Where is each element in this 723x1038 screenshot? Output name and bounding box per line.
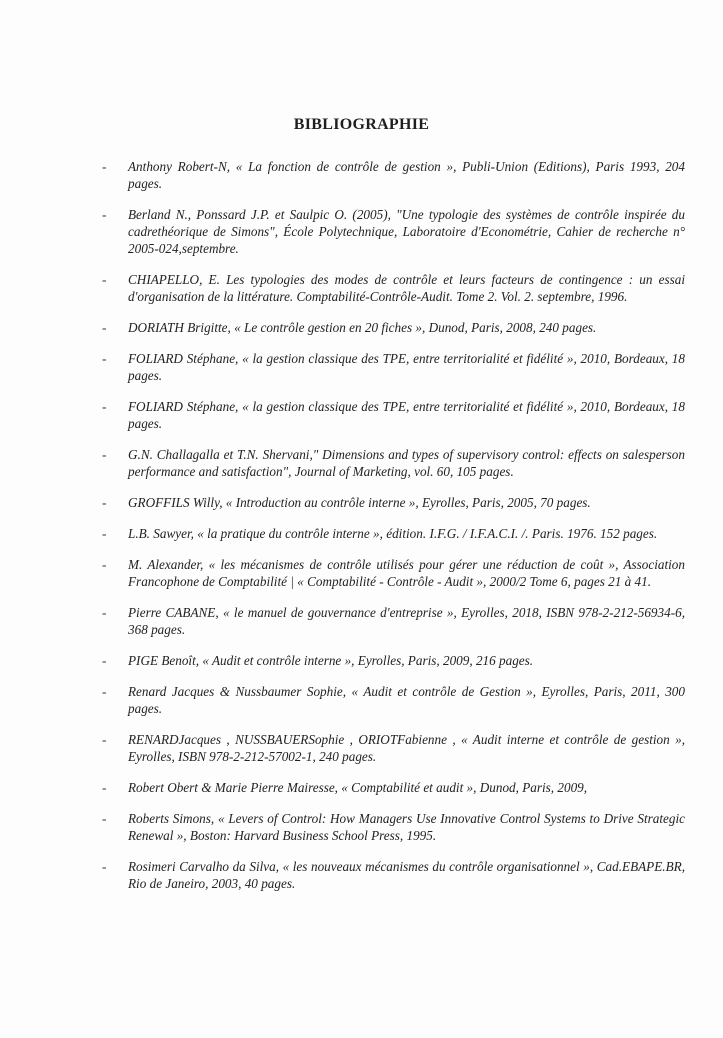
entry-text: Roberts Simons, « Levers of Control: How Managers Use Innovative Control Systems to Drive Strategic Renewal », Boston: Harvard Business School Press, 1995. (128, 811, 685, 843)
bibliography-entry (0, 206, 723, 257)
entry-text: RENARDJacques , NUSSBAUERSophie , ORIOTFabienne , « Audit interne et contrôle de gestion », Eyrolles, ISBN 978-2-212-57002-1, 240 pages. (128, 732, 685, 764)
bullet-dash: - (102, 272, 107, 287)
bibliography-entry (0, 350, 723, 384)
bibliography-entry (0, 271, 723, 305)
bullet-dash: - (102, 557, 107, 572)
bullet-dash: - (102, 526, 107, 541)
bullet-dash: - (102, 320, 107, 335)
bullet-dash: - (102, 351, 107, 366)
bibliography-entry (0, 525, 723, 542)
entry-text: FOLIARD Stéphane, « la gestion classique des TPE, entre territorialité et fidélité », 2010, Bordeaux, 18 pages. (128, 399, 685, 431)
entry-text: Anthony Robert-N, « La fonction de contrôle de gestion », Publi-Union (Editions), Paris 1993, 204 pages. (128, 159, 685, 191)
bullet-dash: - (102, 447, 107, 462)
bibliography-entry (0, 779, 723, 796)
bibliography-entry (0, 604, 723, 638)
bibliography-entry (0, 398, 723, 432)
bullet-dash: - (102, 207, 107, 222)
bibliography-entry (0, 858, 723, 892)
bibliography-entry (0, 683, 723, 717)
entry-text: M. Alexander, « les mécanismes de contrôle utilisés pour gérer une réduction de coût », Association Francophone de Comptabilité | « Comptabilité - Contrôle - Audit », 2000/2 Tome 6, pages 21 à 41. (128, 557, 685, 589)
entry-text: Pierre CABANE, « le manuel de gouvernance d'entreprise », Eyrolles, 2018, ISBN 978-2-212-56934-6, 368 pages. (128, 605, 685, 637)
bullet-dash: - (102, 732, 107, 747)
entry-text: CHIAPELLO, E. Les typologies des modes de contrôle et leurs facteurs de contingence : un essai d'organisation de la littérature. Comptabilité-Contrôle-Audit. Tome 2. Vol. 2. septembre, 1996. (128, 272, 685, 304)
page-title: BIBLIOGRAPHIE (293, 116, 430, 133)
bullet-dash: - (102, 399, 107, 414)
entry-text: Robert Obert & Marie Pierre Mairesse, « Comptabilité et audit », Dunod, Paris, 2009, (128, 780, 588, 795)
bullet-dash: - (102, 495, 107, 510)
entry-text: L.B. Sawyer, « la pratique du contrôle interne », édition. I.F.G. / I.F.A.C.I. /. Paris. 1976. 152 pages. (128, 526, 658, 541)
bibliography-list (0, 158, 723, 906)
bullet-dash: - (102, 684, 107, 699)
entry-text: FOLIARD Stéphane, « la gestion classique des TPE, entre territorialité et fidélité », 2010, Bordeaux, 18 pages. (128, 351, 685, 383)
entry-text: GROFFILS Willy, « Introduction au contrôle interne », Eyrolles, Paris, 2005, 70 pages. (128, 495, 591, 510)
entry-text: Renard Jacques & Nussbaumer Sophie, « Audit et contrôle de Gestion », Eyrolles, Paris, 2011, 300 pages. (128, 684, 685, 716)
bibliography-entry (0, 652, 723, 669)
bullet-dash: - (102, 605, 107, 620)
bibliography-entry (0, 158, 723, 192)
bullet-dash: - (102, 811, 107, 826)
bullet-dash: - (102, 159, 107, 174)
bibliography-entry (0, 556, 723, 590)
entry-text: Berland N., Ponssard J.P. et Saulpic O. (2005), "Une typologie des systèmes de contrôle inspirée du cadrethéorique de Simons", École Polytechnique, Laboratoire d'Econométrie, Cahier de recherche n° 2005-024,septembre. (128, 207, 685, 256)
bullet-dash: - (102, 780, 107, 795)
entry-text: G.N. Challagalla et T.N. Shervani," Dimensions and types of supervisory control: effects on salesperson performance and satisfaction", Journal of Marketing, vol. 60, 105 pages. (128, 447, 685, 479)
bibliography-entry (0, 731, 723, 765)
bullet-dash: - (102, 859, 107, 874)
entry-text: Rosimeri Carvalho da Silva, « les nouveaux mécanismes du contrôle organisationnel », Cad.EBAPE.BR, Rio de Janeiro, 2003, 40 pages. (128, 859, 685, 891)
bibliography-entry (0, 810, 723, 844)
bibliography-entry (0, 494, 723, 511)
bullet-dash: - (102, 653, 107, 668)
entry-text: PIGE Benoît, « Audit et contrôle interne », Eyrolles, Paris, 2009, 216 pages. (128, 653, 534, 668)
entry-text: DORIATH Brigitte, « Le contrôle gestion en 20 fiches », Dunod, Paris, 2008, 240 pages. (128, 320, 597, 335)
bibliography-entry (0, 446, 723, 480)
bibliography-entry (0, 319, 723, 336)
